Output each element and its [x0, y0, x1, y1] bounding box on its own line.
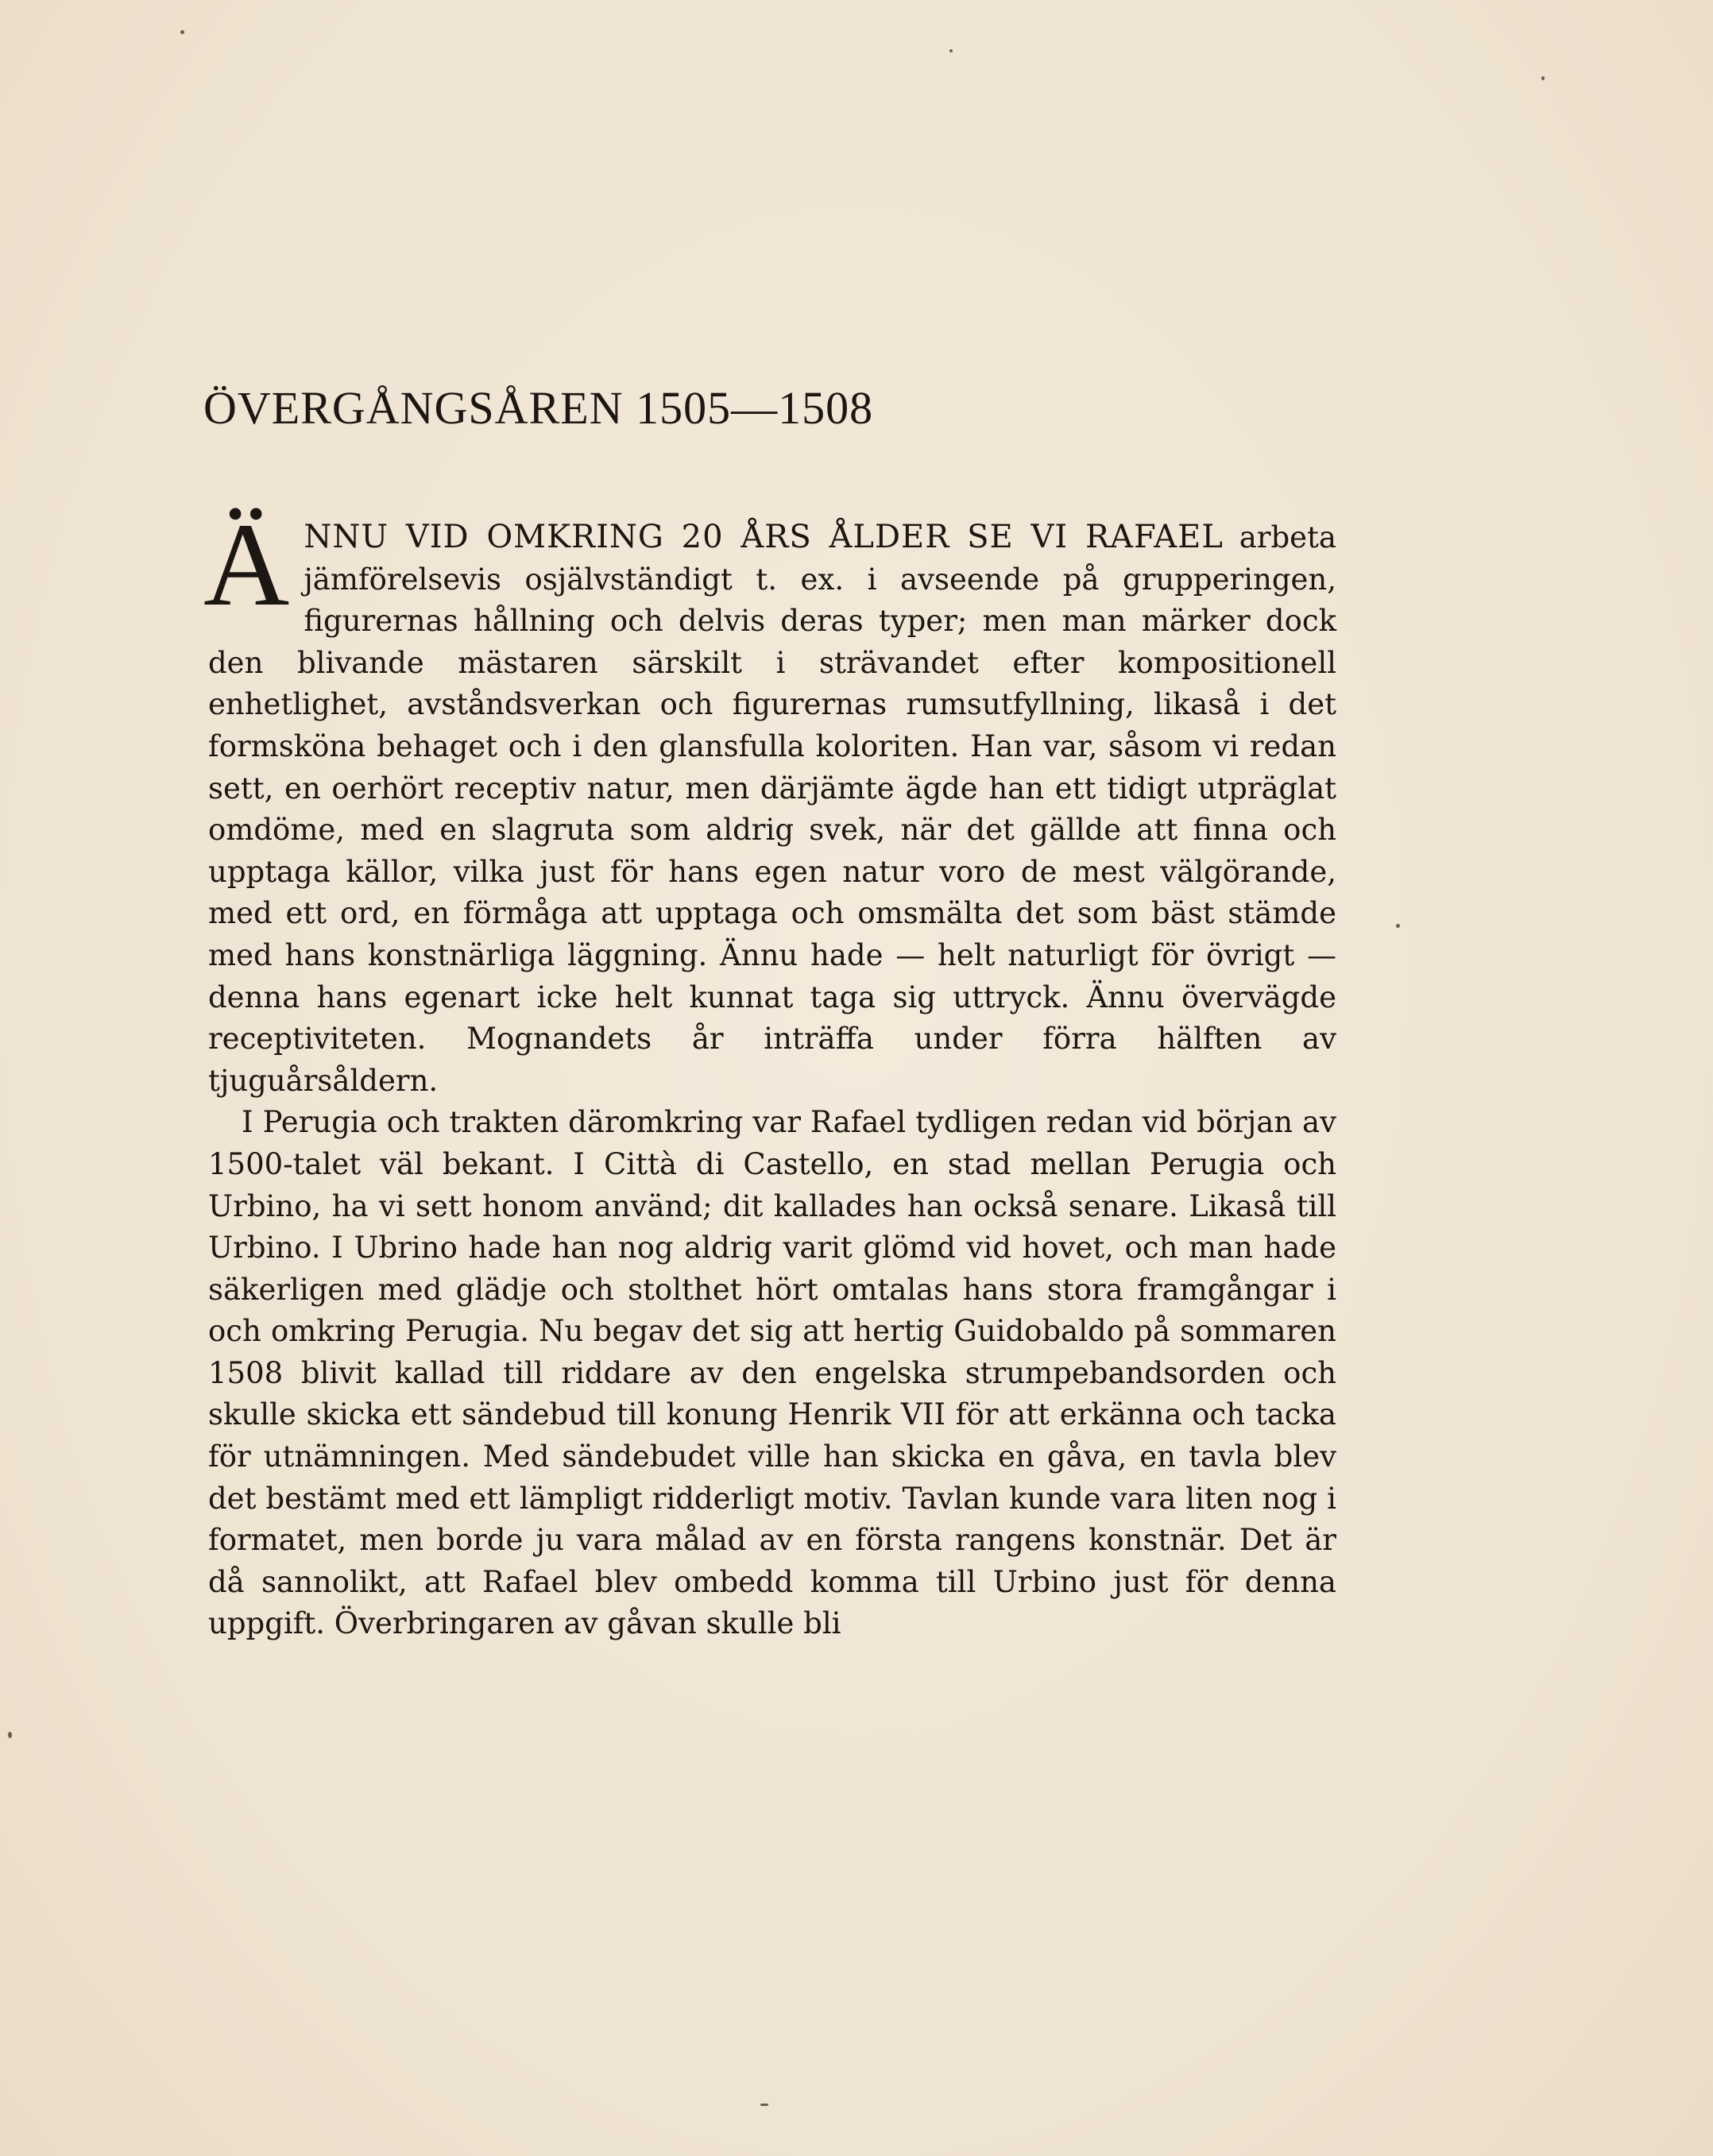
paragraph-2: I Perugia och trakten däromkring var Rafael tydligen redan vid början av 1500-talet väl bekant. I Città di Castello, en stad mellan Perugia och Urbino, ha vi sett honom använd; dit kallades han också senare. Likaså till Urbino. I Ubrino hade han nog aldrig varit glömd vid hovet, och man hade säkerligen med glädje och stolthet hört omtalas hans stora framgångar i och omkring Perugia. Nu begav det sig att hertig Guidobaldo på sommaren 1508 blivit kallad till riddare av den engelska strumpebandsorden och skulle skicka ett sändebud till konung Henrik VII för att erkänna och tacka för utnämningen. Med sändebudet ville han skicka en gåva, en tavla blev det bestämt med ett lämpligt ridderligt motiv. Tavlan kunde vara liten nog i formatet, men borde ju vara målad av en första rangens konstnär. Det är då sannolikt, att Rafael blev ombedd komma till Urbino just för denna uppgift. Överbringaren av gåvan skulle bli: [208, 1105, 1336, 1641]
lead-caps: NNU VID OMKRING 20 ÅRS ÅLDER SE VI RAFAEL: [304, 519, 1224, 555]
paper-speck: [1541, 76, 1545, 80]
paper-speck: [1396, 924, 1400, 928]
paragraph-1-text: arbeta jämförelsevis osjälvständigt t. ex. i avseende på grupperingen, figurernas hållning och delvis deras typer; men man märker dock den blivande mästaren särskilt i strävandet efter kompositionell enhetlighet, avståndsverkan och figurernas rumsutfyllning, likaså i det formsköna behaget och i den glansfulla koloriten. Han var, såsom vi redan sett, en oerhört receptiv natur, men därjämte ägde han ett tidigt utpräglat omdöme, med en slagruta som aldrig svek, när det gällde att finna och upptaga källor, vilka just för hans egen natur voro de mest välgörande, med ett ord, en förmåga att upptaga och omsmälta det som bäst stämde med hans konstnärliga läggning. Ännu hade — helt naturligt för övrigt — denna hans egenart icke helt kunnat taga sig uttryck. Ännu övervägde receptiviteten. Mognandets år inträffa under förra hälften av tjuguårsåldern.: [208, 520, 1336, 1098]
paragraph-1: [203, 499, 1336, 1102]
paper-speck: [760, 2104, 768, 2106]
body-text: [203, 499, 1336, 1645]
chapter-heading: ÖVERGÅNGSÅREN 1505—1508: [203, 382, 874, 434]
paper-speck: [8, 1732, 12, 1738]
drop-cap: Ä: [203, 499, 290, 631]
paper-speck: [180, 30, 184, 34]
paper-speck: [949, 49, 953, 52]
